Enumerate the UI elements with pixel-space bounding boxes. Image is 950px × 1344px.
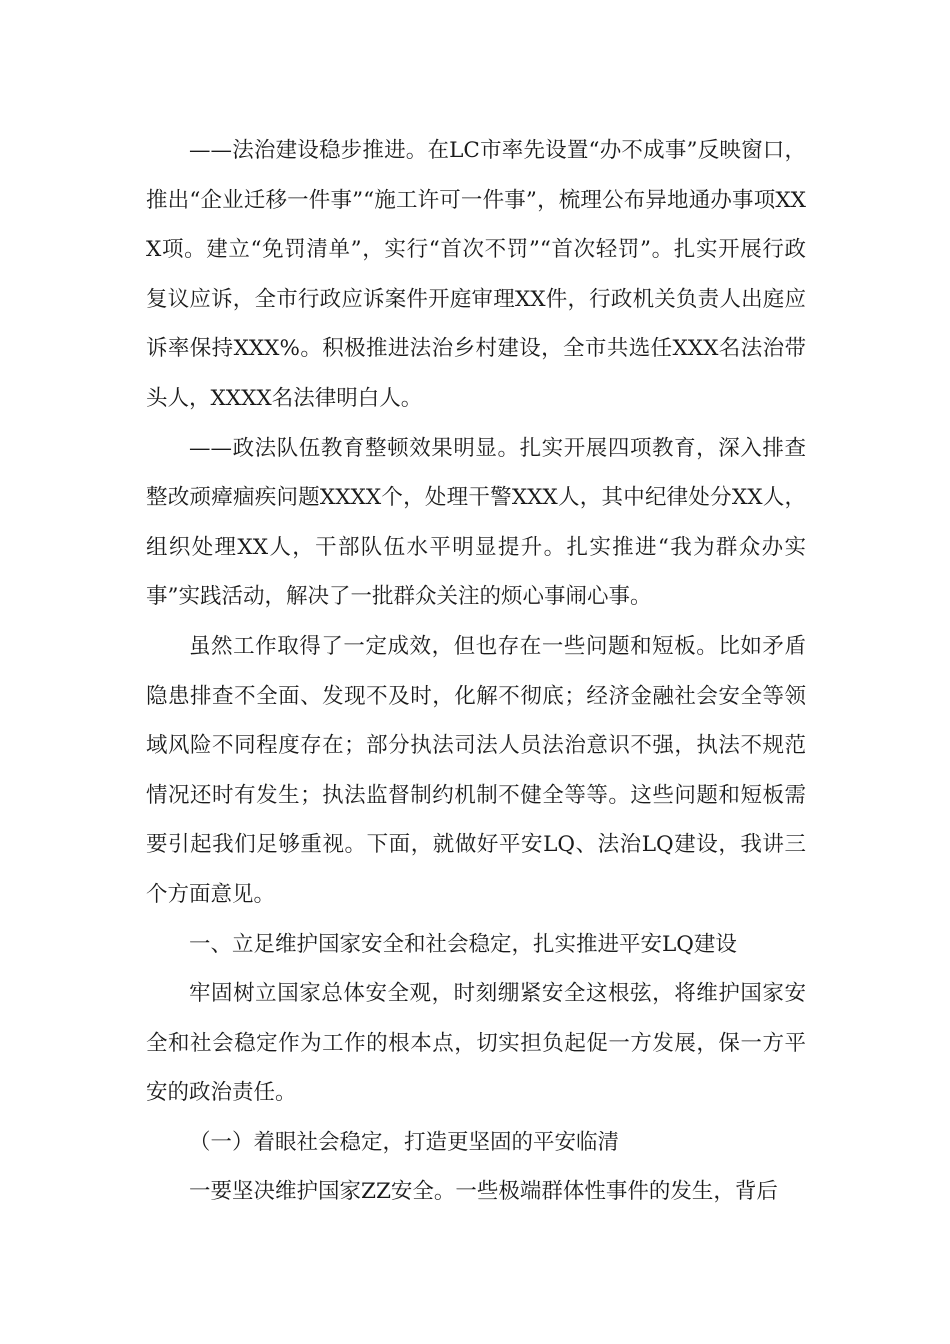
document-body (146, 126, 806, 1217)
section-paragraph: 牢固树立国家总体安全观，时刻绷紧安全这根弦，将维护国家安全和社会稳定作为工作的根本点，切实担负起促一方发展，保一方平安的政治责任。 (146, 981, 806, 1106)
subsection-paragraph: 一要坚决维护国家ZZ安全。一些极端群体性事件的发生，背后 (189, 1179, 778, 1205)
paragraph-problems: 虽然工作取得了一定成效，但也存在一些问题和短板。比如矛盾隐患排查不全面、发现不及时，化解不彻底；经济金融社会安全等领域风险不同程度存在；部分执法司法人员法治意识不强，执法不规范情况还时有发生；执法监督制约机制不健全等等。这些问题和短板需要引起我们足够重视。下面，就做好平安LQ、法治LQ建设，我讲三个方面意见。 (146, 633, 806, 907)
paragraph-rule-of-law: ——法治建设稳步推进。在LC市率先设置“办不成事”反映窗口，推出“企业迁移一件事”“施工许可一件事”，梳理公布异地通办事项XXX项。建立“免罚清单”，实行“首次不罚”“首次轻罚”。扎实开展行政复议应诉，全市行政应诉案件开庭审理XX件，行政机关负责人出庭应诉率保持XXX%。积极推进法治乡村建设，全市共选任XXX名法治带头人，XXXX名法律明白人。 (146, 138, 806, 411)
paragraph-team-rectification: ——政法队伍教育整顿效果明显。扎实开展四项教育，深入排查整改顽瘴痼疾问题XXXX个，处理干警XXX人，其中纪律处分XX人，组织处理XX人，干部队伍水平明显提升。扎实推进“我为群众办实事”实践活动，解决了一批群众关注的烦心事闹心事。 (146, 435, 806, 610)
section-heading: 一、立足维护国家安全和社会稳定，扎实推进平安LQ建设 (189, 931, 737, 957)
subsection-heading: （一）着眼社会稳定，打造更坚固的平安临清 (189, 1129, 620, 1155)
